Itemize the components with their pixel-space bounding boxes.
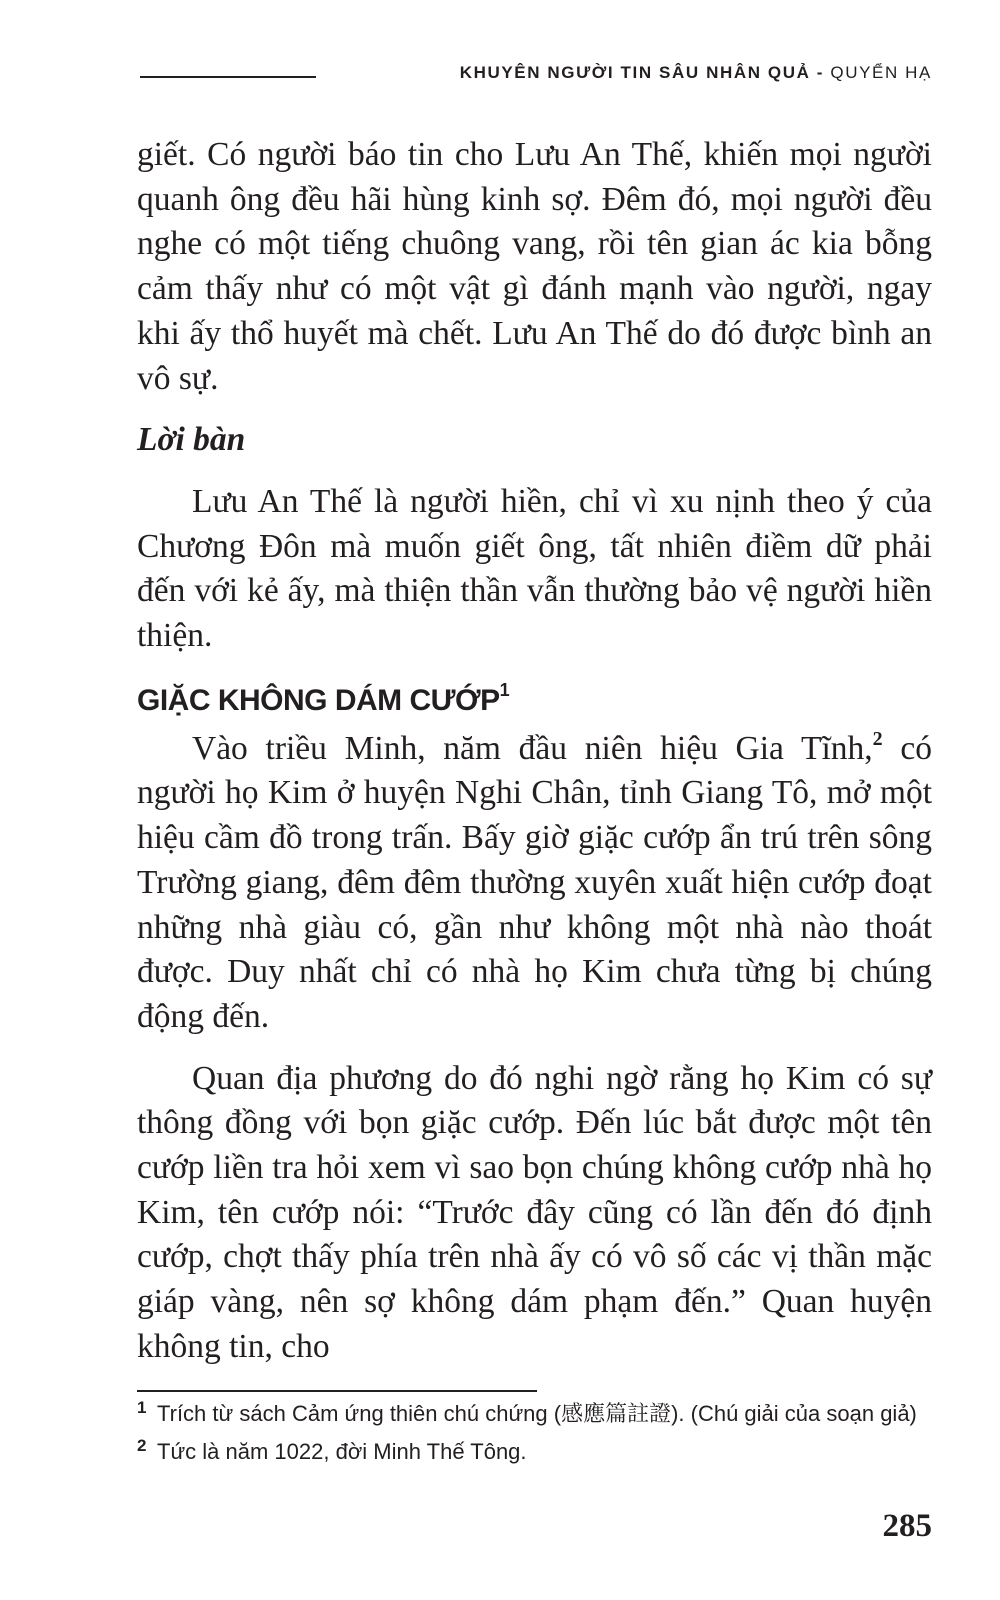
title-separator: -	[810, 63, 831, 82]
book-title: KHUYÊN NGƯỜI TIN SÂU NHÂN QUẢ	[459, 63, 811, 82]
footnote-text: Trích từ sách Cảm ứng thiên chú chứng (感應篇註證). (Chú giải của soạn giả)	[157, 1401, 917, 1426]
footnote-text: Tức là năm 1022, đời Minh Thế Tông.	[157, 1439, 527, 1464]
running-head-text	[460, 63, 932, 83]
commentary-label: Lời bàn	[137, 421, 246, 459]
story-paragraph-2: Quan địa phương do đó nghi ngờ rằng họ Kim có sự thông đồng với bọn giặc cướp. Đến lúc bắt được một tên cướp liền tra hỏi xem vì sao bọn chúng không cướp nhà họ Kim, tên cướp nói: “Trước đây cũng có lần đến đó định cướp, chợt thấy phía trên nhà ấy có vô số các vị thần mặc giáp vàng, nên sợ không dám phạm đến.” Quan huyện không tin, cho	[137, 1059, 932, 1365]
footnotes	[137, 1398, 932, 1474]
story-paragraph-1-start: Vào triều Minh, năm đầu niên hiệu Gia Tĩnh,	[192, 729, 873, 767]
footnote-2	[137, 1436, 932, 1468]
story-paragraph-1	[137, 727, 932, 1040]
header-rule	[140, 76, 316, 78]
section-heading-text: GIẶC KHÔNG DÁM CƯỚP	[137, 683, 500, 717]
page-number: 285	[882, 1508, 932, 1544]
section-heading	[137, 681, 932, 721]
footnote-rule	[137, 1390, 537, 1392]
running-head	[140, 62, 932, 92]
commentary-paragraph: Lưu An Thế là người hiền, chỉ vì xu nịnh theo ý của Chương Đôn mà muốn giết ông, tất nhiên điềm dữ phải đến với kẻ ấy, mà thiện thần vẫn thường bảo vệ người hiền thiện.	[137, 482, 932, 655]
body-text	[137, 133, 932, 1370]
footnote-ref-2: 2	[872, 727, 883, 750]
volume-label: QUYỂN HẠ	[830, 63, 932, 82]
footnote-ref-1: 1	[499, 679, 510, 700]
footnote-1	[137, 1398, 932, 1430]
story-paragraph-1-rest: có người họ Kim ở huyện Nghi Chân, tỉnh Giang Tô, mở một hiệu cầm đồ trong trấn. Bấy giờ giặc cướp ẩn trú trên sông Trường giang, đêm đêm thường xuyên xuất hiện cướp đoạt những nhà giàu có, gần như không một nhà nào thoát được. Duy nhất chỉ có nhà họ Kim chưa từng bị chúng động đến.	[137, 729, 933, 1035]
footnote-number: 2	[137, 1436, 147, 1455]
paragraph-continued: giết. Có người báo tin cho Lưu An Thế, khiến mọi người quanh ông đều hãi hùng kinh sợ. Đêm đó, mọi người đều nghe có một tiếng chuông vang, rồi tên gian ác kia bỗng cảm thấy như có một vật gì đánh mạnh vào người, ngay khi ấy thổ huyết mà chết. Lưu An Thế do đó được bình an vô sự.	[137, 136, 932, 397]
footnote-number: 1	[137, 1398, 147, 1417]
